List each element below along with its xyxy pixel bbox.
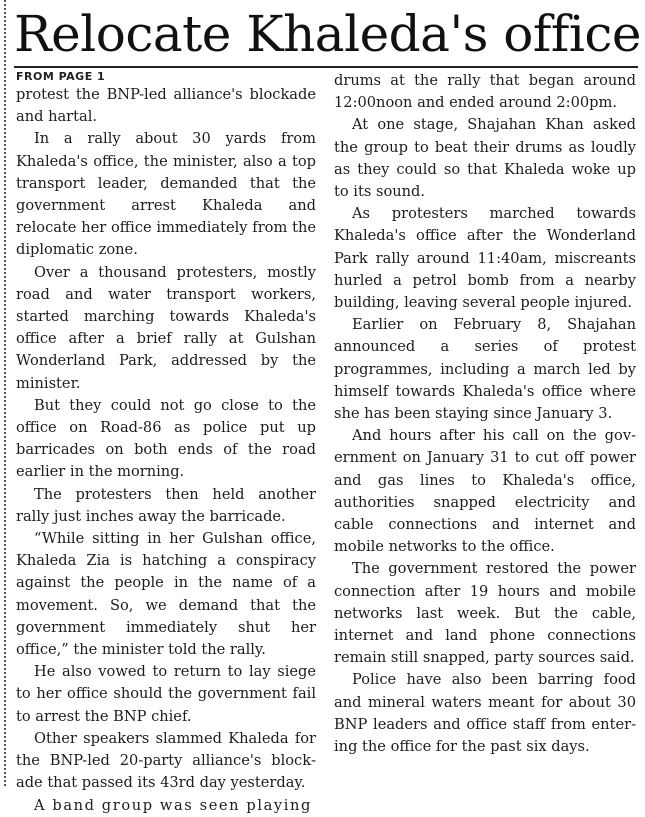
paragraph: Earlier on February 8, Shajahan announced a series of protest programmes, including a march led by himself towards Khaleda's office where she has been staying since January 3.	[334, 316, 636, 423]
paragraph: drums at the rally that began around 12:00noon and ended around 2:00pm.	[334, 72, 636, 112]
paragraph: And hours after his call on the government on January 31 to cut off power and gas lines to Khaleda's office, authorities snapped electricity and cable connections and internet and mobile networks to the office.	[334, 427, 636, 556]
paragraph: Other speakers slammed Khaleda for the BNP-led 20-party alliance's blockade that passed its 43rd day yesterday.	[16, 729, 316, 792]
kicker: FROM PAGE 1	[16, 70, 106, 83]
paragraph: Police have also been barring food and mineral waters meant for about 30 BNP leaders and office staff from entering the office for the past six days.	[334, 671, 636, 756]
article-column-right	[334, 70, 636, 758]
paragraph: A band group was seen playing	[34, 796, 312, 814]
paragraph: “While sitting in her Gulshan office, Khaleda Zia is hatching a conspiracy against the people in the name of a movement. So, we demand that the government immediately shut her office,” the minister told the rally.	[16, 530, 316, 659]
paragraph: Over a thousand protesters, mostly road and water transport workers, started marching towards Khaleda's office after a brief rally at Gulshan Wonderland Park, addressed by the minister.	[16, 263, 316, 392]
paragraph: At one stage, Shajahan Khan asked the group to beat their drums as loudly as they could so that Khaleda woke up to its sound.	[334, 116, 636, 201]
headline: Relocate Khaleda's office	[14, 5, 641, 63]
paragraph: The government restored the power connection after 19 hours and mobile networks last week. But the cable, internet and land phone connections remain still snapped, party sources said.	[334, 560, 636, 667]
paragraph: In a rally about 30 yards from Khaleda's office, the minister, also a top transport leader, demanded that the government arrest Khaleda and relocate her office immediately from the diplomatic zone.	[16, 130, 316, 259]
paragraph: But they could not go close to the office on Road-86 as police put up barricades on both ends of the road earlier in the morning.	[16, 396, 316, 481]
paragraph: protest the BNP-led alliance's blockade and hartal.	[16, 86, 316, 126]
column-divider	[4, 0, 6, 786]
article-column-left	[16, 70, 316, 817]
paragraph: He also vowed to return to lay siege to her office should the government fail to arrest the BNP chief.	[16, 663, 316, 725]
paragraph: As protesters marched towards Khaleda's office after the Wonderland Park rally around 11:40am, miscreants hurled a petrol bomb from a nearby building, leaving several people injured.	[334, 205, 636, 312]
paragraph: The protesters then held another rally just inches away the barricade.	[16, 485, 316, 525]
headline-rule	[14, 66, 638, 68]
